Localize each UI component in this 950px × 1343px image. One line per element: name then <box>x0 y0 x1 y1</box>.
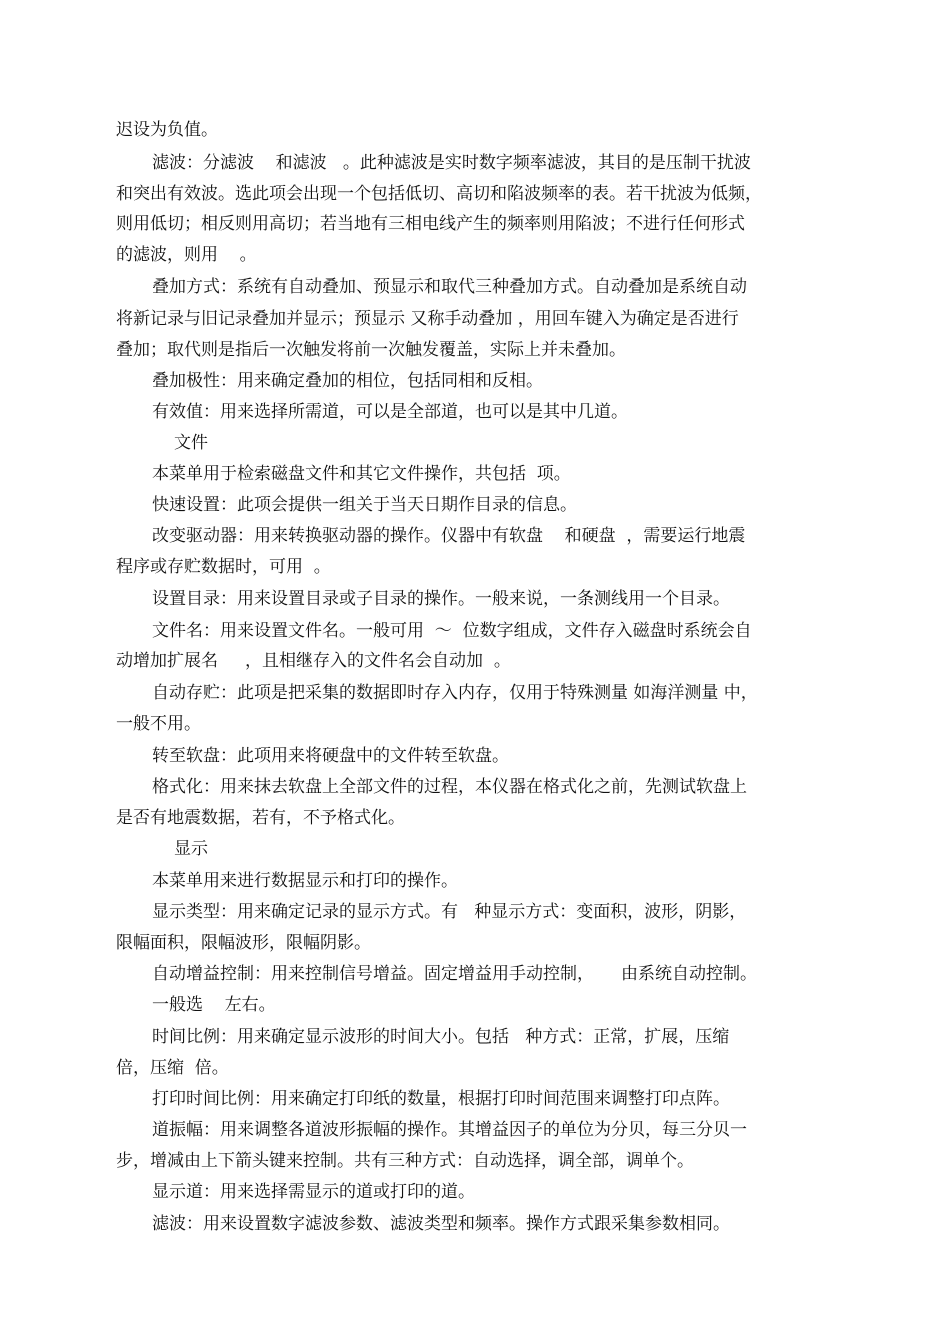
text-line: 将新记录与旧记录叠加并显示；预显示 又称手动叠加 ，用回车键入为确定是否进行 <box>116 309 739 329</box>
text-line: 和突出有效波。选此项会出现一个包括低切、高切和陷波频率的表。若干扰波为低频， <box>116 184 762 204</box>
text-line: 自动存贮：此项是把采集的数据即时存入内存，仅用于特殊测量 如海洋测量 中， <box>152 683 758 703</box>
text-line: 动增加扩展名 ，且相继存入的文件名会自动加 。 <box>116 651 511 671</box>
text-line: 则用低切；相反则用高切；若当地有三相电线产生的频率则用陷波；不进行任何形式 <box>116 214 745 234</box>
text-line: 一般选 左右。 <box>152 995 276 1015</box>
text-line: 时间比例：用来确定显示波形的时间大小。包括 种方式：正常，扩展，压缩 <box>152 1027 730 1047</box>
text-line: 本菜单用来进行数据显示和打印的操作。 <box>152 871 458 891</box>
text-line: 自动增益控制：用来控制信号增益。固定增益用手动控制， 由系统自动控制。 <box>152 964 758 984</box>
text-line: 叠加方式：系统有自动叠加、预显示和取代三种叠加方式。自动叠加是系统自动 <box>152 277 747 297</box>
text-line: 程序或存贮数据时，可用 。 <box>116 557 331 577</box>
text-line: 道振幅：用来调整各道波形振幅的操作。其增益因子的单位为分贝，每三分贝一 <box>152 1120 747 1140</box>
text-line: 的滤波，则用 。 <box>116 245 257 265</box>
text-line: 快速设置：此项会提供一组关于当天日期作目录的信息。 <box>152 495 577 515</box>
text-line: 步，增减由上下箭头键来控制。共有三种方式：自动选择，调全部，调单个。 <box>116 1151 694 1171</box>
text-line: 倍，压缩 倍。 <box>116 1058 229 1078</box>
text-line: 滤波：用来设置数字滤波参数、滤波类型和频率。操作方式跟采集参数相同。 <box>152 1214 730 1234</box>
text-line: 显示道：用来选择需显示的道或打印的道。 <box>152 1182 475 1202</box>
section-heading: 文件 <box>174 433 208 453</box>
text-line: 打印时间比例：用来确定打印纸的数量，根据打印时间范围来调整打印点阵。 <box>152 1089 730 1109</box>
text-line: 迟设为负值。 <box>116 120 218 140</box>
text-line: 叠加极性：用来确定叠加的相位，包括同相和反相。 <box>152 371 543 391</box>
section-heading: 显示 <box>174 839 208 859</box>
text-line: 改变驱动器：用来转换驱动器的操作。仪器中有软盘 和硬盘 ，需要运行地震 <box>152 526 746 546</box>
text-line: 叠加；取代则是指后一次触发将前一次触发覆盖，实际上并未叠加。 <box>116 340 626 360</box>
text-line: 本菜单用于检索磁盘文件和其它文件操作，共包括 项。 <box>152 464 571 484</box>
text-line: 转至软盘：此项用来将硬盘中的文件转至软盘。 <box>152 746 509 766</box>
text-line: 是否有地震数据，若有，不予格式化。 <box>116 808 405 828</box>
text-line: 格式化：用来抹去软盘上全部文件的过程，本仪器在格式化之前，先测试软盘上 <box>152 777 747 797</box>
text-line: 滤波：分滤波 和滤波 。此种滤波是实时数字频率滤波，其目的是压制干扰波 <box>152 153 751 173</box>
text-line: 显示类型：用来确定记录的显示方式。有 种显示方式：变面积，波形，阴影， <box>152 902 747 922</box>
text-line: 一般不用。 <box>116 714 201 734</box>
text-line: 有效值：用来选择所需道，可以是全部道，也可以是其中几道。 <box>152 402 628 422</box>
text-line: 文件名：用来设置文件名。一般可用 ～ 位数字组成，文件存入磁盘时系统会自 <box>152 621 752 641</box>
text-line: 限幅面积，限幅波形，限幅阴影。 <box>116 933 371 953</box>
text-line: 设置目录：用来设置目录或子目录的操作。一般来说，一条测线用一个目录。 <box>152 589 730 609</box>
